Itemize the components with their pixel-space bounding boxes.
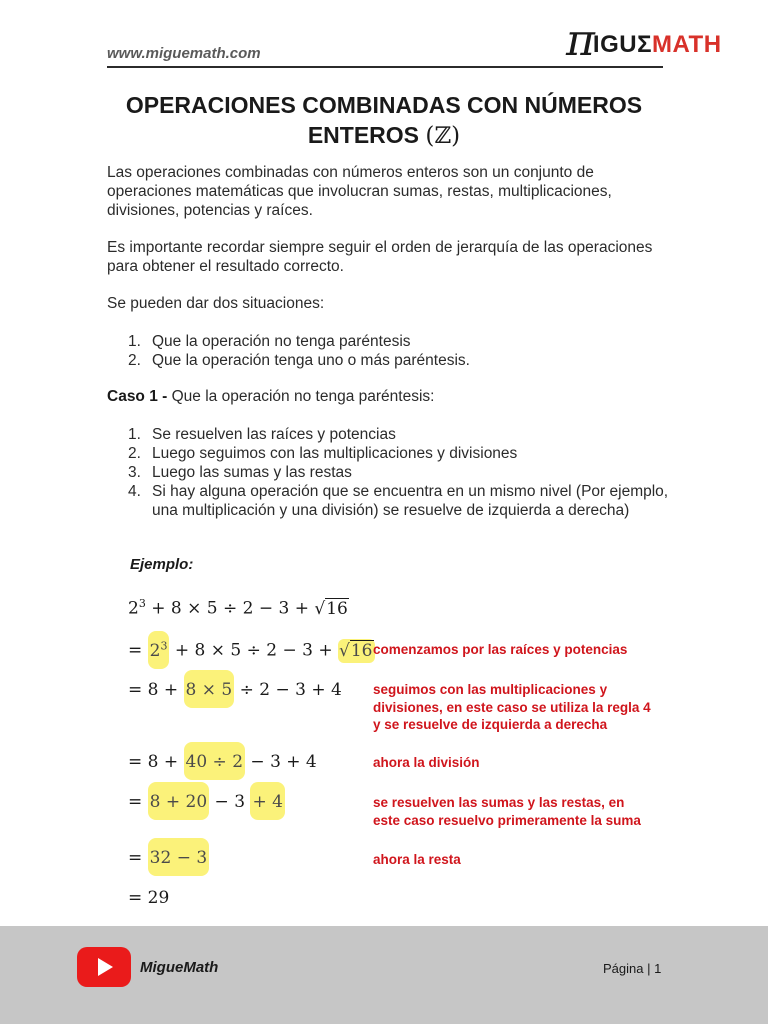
play-triangle-icon <box>98 958 113 976</box>
note-line: se resuelven las sumas y las restas, en <box>373 795 625 810</box>
list-item <box>128 482 678 520</box>
integer-set-symbol: (ℤ) <box>425 123 461 149</box>
miguemath-logo <box>566 15 722 66</box>
site-url[interactable]: www.miguemath.com <box>107 45 261 62</box>
logo-text-red: MATH <box>652 31 722 58</box>
title-line-2 <box>100 120 668 151</box>
title-line-1: OPERACIONES COMBINADAS CON NÚMEROS <box>125 92 643 118</box>
list-number: 4. <box>128 483 141 500</box>
note-line: seguimos con las multiplicaciones y <box>373 682 608 697</box>
logo-text-black: IGUΣ <box>592 31 652 58</box>
list-item <box>128 351 678 370</box>
highlight-multiplication: 8 × 5 <box>184 670 235 708</box>
expression-original: $2^3 + 8 \times 5 \div 2 - 3 + √16$ <box>128 597 348 619</box>
list-number: 3. <box>128 464 141 481</box>
case-1-heading <box>107 388 434 406</box>
intro-paragraph-3: Se pueden dar dos situaciones: <box>107 295 325 312</box>
list-number: 2. <box>128 352 141 369</box>
list-text: Luego las sumas y las restas <box>152 464 352 481</box>
list-number: 2. <box>128 445 141 462</box>
highlight-sum-1: 8 + 20 <box>148 782 210 820</box>
list-text: Se resuelven las raíces y potencias <box>152 426 396 443</box>
rules-list <box>128 425 678 520</box>
expression-step-4: = 8 + 20 − 3 + 4 <box>128 792 285 812</box>
expression-step-5: = 32 − 3 <box>128 848 209 868</box>
situations-list <box>128 332 678 370</box>
note-line: este caso resuelvo primeramente la suma <box>373 812 641 828</box>
expression-result: = 29 <box>128 888 170 908</box>
list-number: 1. <box>128 333 141 350</box>
list-text: Luego seguimos con las multiplicaciones y divisiones <box>152 445 518 462</box>
page-title <box>100 90 668 151</box>
list-number: 1. <box>128 426 141 443</box>
list-text: Si hay alguna operación que se encuentra en un mismo nivel (Por ejemplo, una multiplicación y una división) se resuelve de izquierda a derecha) <box>152 483 669 519</box>
pi-logo-icon: π <box>566 15 595 66</box>
note-step-4 <box>373 794 641 829</box>
note-line: y se resuelve de izquierda a derecha <box>373 717 608 732</box>
list-item <box>128 425 678 444</box>
note-step-3: ahora la división <box>373 755 480 770</box>
note-step-5: ahora la resta <box>373 852 461 867</box>
intro-paragraph-1: Las operaciones combinadas con números enteros son un conjunto de operaciones matemáticas que involucran sumas, restas, multiplicaciones, divisiones, potencias y raíces. <box>107 164 612 219</box>
list-text: Que la operación no tenga paréntesis <box>152 333 411 350</box>
channel-name[interactable]: MigueMath <box>140 959 219 976</box>
example-label: Ejemplo: <box>130 556 194 573</box>
header-divider <box>107 66 663 68</box>
highlight-sum-2: + 4 <box>250 782 284 820</box>
expression-step-1: = $2^3 + 8 \times 5 \div 2 - 3 + √16$ <box>128 639 375 661</box>
case-1-label: Caso 1 - <box>107 388 168 405</box>
list-item <box>128 463 678 482</box>
highlight-power: $2^3$ <box>148 631 170 669</box>
note-step-2 <box>373 681 651 734</box>
list-text: Que la operación tenga uno o más paréntesis. <box>152 352 470 369</box>
expression-step-2: = 8 + 8 × 5 ÷ 2 − 3 + 4 <box>128 680 342 700</box>
highlight-root: √16 <box>339 640 373 661</box>
list-item <box>128 332 678 351</box>
case-1-text: Que la operación no tenga paréntesis: <box>167 388 435 405</box>
highlight-subtraction: 32 − 3 <box>148 838 210 876</box>
highlight-division: 40 ÷ 2 <box>184 742 246 780</box>
list-item <box>128 444 678 463</box>
note-line: divisiones, en este caso se utiliza la regla 4 <box>373 699 651 715</box>
expression-step-3: = 8 + 40 ÷ 2 − 3 + 4 <box>128 752 317 772</box>
intro-paragraph-2: Es importante recordar siempre seguir el orden de jerarquía de las operaciones para obtener el resultado correcto. <box>107 239 653 275</box>
page-number: Página | 1 <box>603 961 662 976</box>
note-step-1: comenzamos por las raíces y potencias <box>373 642 628 657</box>
title-enteros: ENTEROS <box>307 122 420 148</box>
